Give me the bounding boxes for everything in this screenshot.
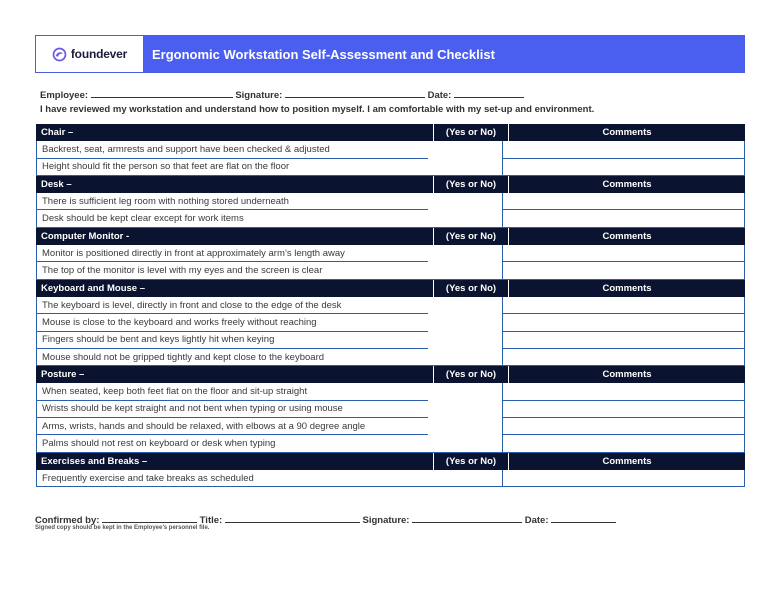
comments-header: Comments xyxy=(508,176,745,193)
yes-no-cell[interactable] xyxy=(428,435,502,452)
comments-header: Comments xyxy=(508,228,745,245)
yes-no-cell[interactable] xyxy=(428,210,502,227)
footer-signature-field[interactable] xyxy=(412,513,522,523)
checklist-item-text: When seated, keep both feet flat on the floor and sit-up straight xyxy=(36,383,428,400)
yes-no-header: (Yes or No) xyxy=(433,176,508,193)
checklist-row xyxy=(36,141,745,158)
checklist-item-text: The keyboard is level, directly in front and close to the edge of the desk xyxy=(36,297,428,314)
yes-no-cell[interactable] xyxy=(428,141,502,158)
section-header xyxy=(36,124,745,141)
yes-no-cell[interactable] xyxy=(428,193,502,210)
checklist-row xyxy=(36,435,745,452)
title-field[interactable] xyxy=(225,513,360,523)
yes-no-header: (Yes or No) xyxy=(433,280,508,297)
section-header xyxy=(36,366,745,383)
comments-cell[interactable] xyxy=(502,210,745,227)
yes-no-cell[interactable] xyxy=(428,470,502,487)
checklist-row xyxy=(36,383,745,400)
checklist-row xyxy=(36,314,745,331)
date-label: Date: xyxy=(427,90,452,101)
yes-no-cell[interactable] xyxy=(428,401,502,418)
section-header xyxy=(36,228,745,245)
confirmed-by-field[interactable] xyxy=(102,513,197,523)
yes-no-cell[interactable] xyxy=(428,418,502,435)
checklist-row xyxy=(36,262,745,279)
logo-text: foundever xyxy=(70,47,128,61)
foundever-swirl-icon xyxy=(52,47,67,62)
title-bar xyxy=(144,36,744,72)
comments-cell[interactable] xyxy=(502,332,745,349)
comments-cell[interactable] xyxy=(502,159,745,176)
checklist-row xyxy=(36,245,745,262)
checklist-row xyxy=(36,401,745,418)
signature-label: Signature: xyxy=(235,90,283,101)
comments-cell[interactable] xyxy=(502,401,745,418)
yes-no-cell[interactable] xyxy=(428,314,502,331)
checklist-row xyxy=(36,349,745,366)
yes-no-cell[interactable] xyxy=(428,245,502,262)
comments-header: Comments xyxy=(508,453,745,470)
checklist-item-text: Wrists should be kept straight and not bent when typing or using mouse xyxy=(36,401,428,418)
signature-field[interactable] xyxy=(285,88,425,98)
document-title: Ergonomic Workstation Self-Assessment and Checklist xyxy=(152,46,495,62)
comments-cell[interactable] xyxy=(502,349,745,366)
checklist-item-text: Desk should be kept clear except for work items xyxy=(36,210,428,227)
comments-header: Comments xyxy=(508,124,745,141)
checklist-row xyxy=(36,470,745,487)
checklist-row xyxy=(36,210,745,227)
comments-cell[interactable] xyxy=(502,470,745,487)
checklist-row xyxy=(36,159,745,176)
yes-no-cell[interactable] xyxy=(428,159,502,176)
comments-cell[interactable] xyxy=(502,193,745,210)
footer-date-field[interactable] xyxy=(551,513,616,523)
title-label: Title: xyxy=(199,515,223,526)
date-field[interactable] xyxy=(454,88,524,98)
comments-cell[interactable] xyxy=(502,418,745,435)
yes-no-cell[interactable] xyxy=(428,383,502,400)
confirmed-by-label: Confirmed by: xyxy=(35,515,100,526)
comments-cell[interactable] xyxy=(502,314,745,331)
comments-header: Comments xyxy=(508,366,745,383)
yes-no-header: (Yes or No) xyxy=(433,124,508,141)
footer-note: Signed copy should be kept in the Employee’s personnel file. xyxy=(35,525,210,531)
comments-header: Comments xyxy=(508,280,745,297)
section-title: Chair – xyxy=(41,127,74,139)
section-header xyxy=(36,280,745,297)
comments-cell[interactable] xyxy=(502,383,745,400)
checklist-item-text: Mouse should not be gripped tightly and kept close to the keyboard xyxy=(36,349,428,366)
yes-no-header: (Yes or No) xyxy=(433,228,508,245)
checklist-item-text: Backrest, seat, armrests and support have been checked & adjusted xyxy=(36,141,428,158)
checklist-item-text: The top of the monitor is level with my eyes and the screen is clear xyxy=(36,262,428,279)
checklist-row xyxy=(36,193,745,210)
checklist-row xyxy=(36,418,745,435)
yes-no-cell[interactable] xyxy=(428,297,502,314)
section-title: Posture – xyxy=(41,369,85,381)
employee-label: Employee: xyxy=(40,90,89,101)
statement: I have reviewed my workstation and understand how to position myself. I am comfortable with my set-up and environment. xyxy=(40,104,595,115)
yes-no-header: (Yes or No) xyxy=(433,366,508,383)
checklist-item-text: Palms should not rest on keyboard or desk when typing xyxy=(36,435,428,452)
comments-cell[interactable] xyxy=(502,297,745,314)
comments-cell[interactable] xyxy=(502,262,745,279)
section-header xyxy=(36,176,745,193)
section-title: Computer Monitor - xyxy=(41,230,130,242)
checklist-item-text: Arms, wrists, hands and should be relaxed, with elbows at a 90 degree angle xyxy=(36,418,428,435)
section-header xyxy=(36,453,745,470)
yes-no-header: (Yes or No) xyxy=(433,453,508,470)
document-header xyxy=(35,35,745,73)
checklist-item-text: Monitor is positioned directly in front at approximately arm’s length away xyxy=(36,245,428,262)
footer-signature-label: Signature: xyxy=(362,515,410,526)
checklist-item-text: Frequently exercise and take breaks as scheduled xyxy=(36,470,428,487)
checklist-table xyxy=(36,124,745,487)
employee-line xyxy=(40,88,524,101)
checklist-item-text: There is sufficient leg room with nothing stored underneath xyxy=(36,193,428,210)
section-title: Keyboard and Mouse – xyxy=(41,282,145,294)
yes-no-cell[interactable] xyxy=(428,332,502,349)
section-title: Desk – xyxy=(41,179,72,191)
comments-cell[interactable] xyxy=(502,245,745,262)
comments-cell[interactable] xyxy=(502,435,745,452)
yes-no-cell[interactable] xyxy=(428,262,502,279)
yes-no-cell[interactable] xyxy=(428,349,502,366)
checklist-item-text: Mouse is close to the keyboard and works freely without reaching xyxy=(36,314,428,331)
comments-cell[interactable] xyxy=(502,141,745,158)
section-title: Exercises and Breaks – xyxy=(41,455,148,467)
checklist-item-text: Height should fit the person so that feet are flat on the floor xyxy=(36,159,428,176)
checklist-item-text: Fingers should be bent and keys lightly hit when keying xyxy=(36,332,428,349)
logo xyxy=(36,36,144,72)
checklist-row xyxy=(36,332,745,349)
employee-field[interactable] xyxy=(91,88,233,98)
footer-date-label: Date: xyxy=(524,515,549,526)
checklist-row xyxy=(36,297,745,314)
